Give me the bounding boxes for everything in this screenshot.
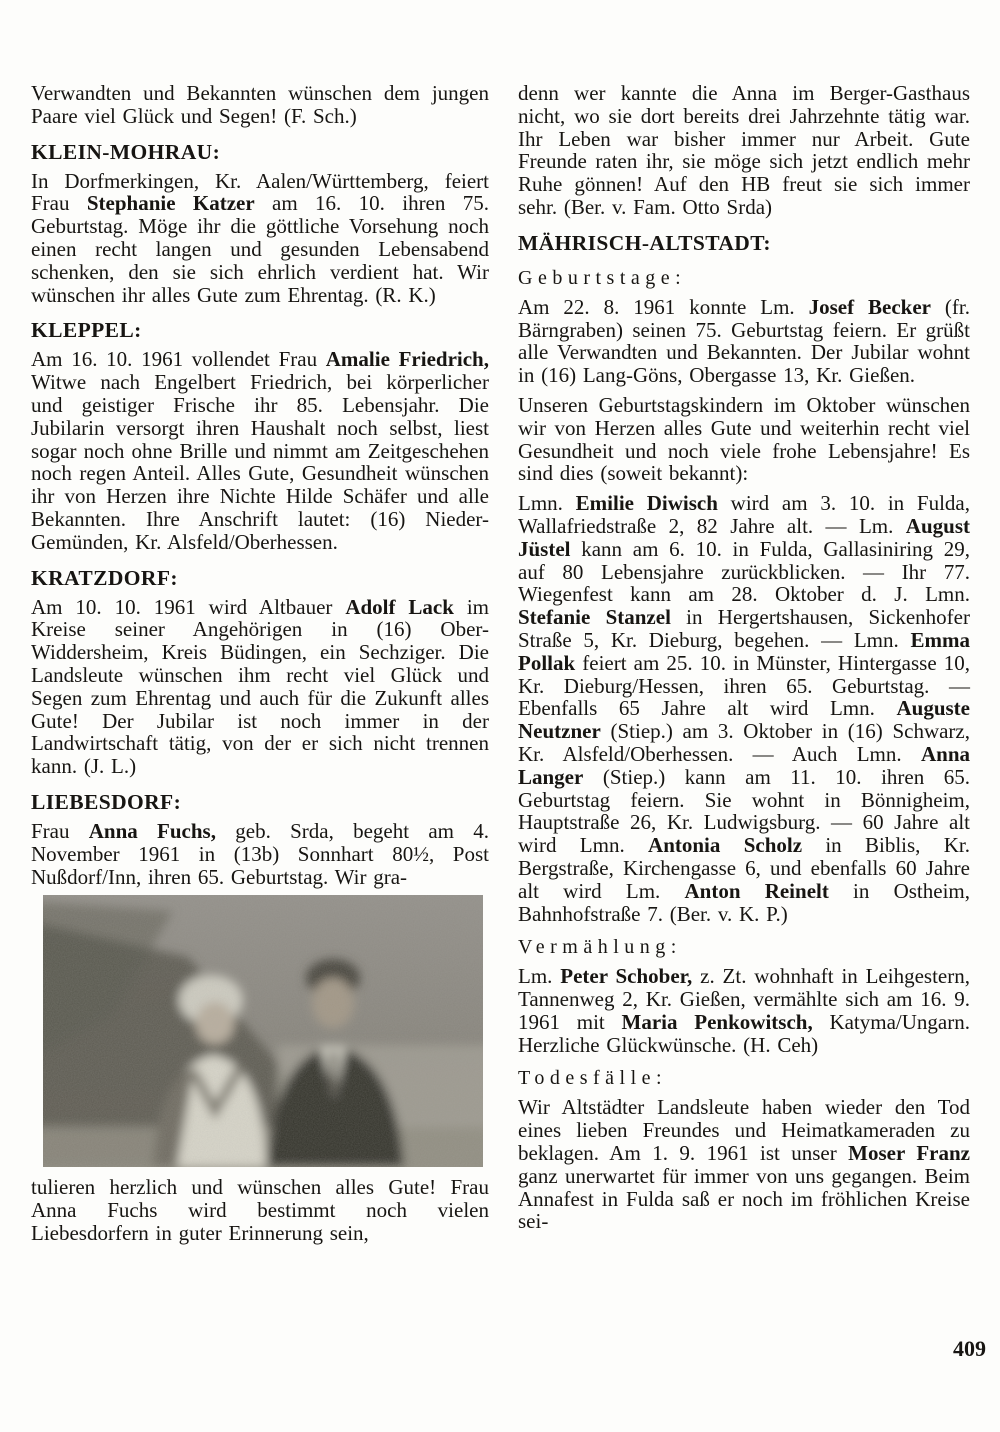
- paragraph: [31, 348, 489, 553]
- person-name: Auguste Neutzner: [518, 696, 970, 744]
- text-run: (fr. Bärngraben) seinen 75. Geburtstag feiern. Er grüßt alle Verwandten und Bekannten. Der Jubilar wohnt in (16) Lang-Göns, Obergasse 13, Kr. Gießen.: [518, 294, 970, 388]
- person-name: Stefanie Stanzel: [518, 605, 671, 630]
- text-run: KRATZDORF:: [31, 565, 178, 590]
- section-heading: [31, 790, 489, 815]
- person-name: Amalie Friedrich,: [325, 347, 489, 372]
- paragraph: [31, 170, 489, 307]
- text-run: kann am 6. 10. in Fulda, Gallasiniring 29, auf 80 Lebensjahre zurückblicken. — Ihr 77. Wiegenfest kann am 28. Oktober d. J. Lmn.: [518, 536, 970, 607]
- text-run: feiert am 25. 10. in Münster, Hintergasse 10, Kr. Dieburg/Hessen, ihren 65. Geburtstag. — Ebenfalls 65 Jahre alt wird Lmn.: [518, 650, 970, 721]
- text-run: Katyma/Ungarn. Herzliche Glückwünsche. (H. Ceh): [518, 1009, 970, 1057]
- text-run: KLEIN-MOHRAU:: [31, 139, 221, 164]
- section-heading: [31, 318, 489, 343]
- paragraph: [518, 82, 970, 219]
- text-run: denn wer kannte die Anna im Berger-Gasthaus nicht, wo sie dort bereits drei Jahrzehnte tätig war. Ihr Leben war bisher immer nur Arbeit. Gute Freunde raten ihr, sie möge sich jetzt endlich mehr Ruhe gönnen! Auf den HB freut sie sich immer sehr. (Ber. v. Fam. Otto Srda): [518, 81, 970, 219]
- person-name: August Jüstel: [518, 513, 970, 561]
- person-name: Josef Becker: [808, 294, 931, 319]
- person-name: Anna Fuchs,: [88, 818, 216, 843]
- paragraph: [518, 492, 970, 925]
- paragraph: [518, 965, 970, 1056]
- text-run: Am 22. 8. 1961 konnte Lm.: [518, 294, 809, 319]
- text-run: Verwandten und Bekannten wünschen dem jungen Paare viel Glück und Segen! (F. Sch.): [31, 81, 489, 128]
- person-name: Emma Pollak: [518, 627, 970, 675]
- text-run: wird am 3. 10. in Fulda, Wallafriedstraße 2, 82 Jahre alt. — Lm.: [518, 491, 970, 538]
- paragraph: [31, 820, 489, 888]
- couple-photo: [43, 895, 483, 1167]
- paragraph: [31, 596, 489, 778]
- paragraph: [518, 394, 970, 485]
- text-run: in Hergertshausen, Sickenhofer Straße 5, Kr. Dieburg, begehen. — Lmn.: [518, 605, 970, 652]
- left-column: [31, 82, 489, 1252]
- subsection-heading: [518, 1067, 970, 1090]
- text-run: im Kreise seiner Angehörigen in (16) Ober-Widdersheim, Kreis Büdingen, ein Sechziger. Die Landsleute wünschen ihm recht viel Glück und Segen zum Ehrentag und auch für die Zukunft alles Gute! Der Jubilar ist noch immer in der Landwirtschaft tätig, von der er sich nicht trennen kann. (J. L.): [31, 594, 490, 779]
- text-run: Wir Altstädter Landsleute haben wieder den Tod eines lieben Freundes und Heimatkameraden zu beklagen. Am 1. 9. 1961 ist unser: [518, 1095, 970, 1166]
- text-run: Witwe nach Engelbert Friedrich, bei körperlicher und geistiger Frische ihr 85. Lebensjahr. Die Jubilarin versorgt ihren Haushalt noch selbst, liest sogar noch ohne Brille und nimmt am Zeitgeschehen noch regen Anteil. Alles Gute, Gesundheit wünschen ihr von Herzen ihre Nichte Hilde Schäfer und alle Bekannten. Ihre Anschrift lautet: (16) Nieder-Gemünden, Kr. Alsfeld/Oberhessen.: [31, 370, 489, 554]
- subsection-heading: [518, 936, 970, 959]
- text-run: Lm.: [518, 964, 561, 989]
- section-heading: [518, 231, 970, 256]
- text-run: geb. Srda, begeht am 4. November 1961 in (13b) Sonnhart 80½, Post Nußdorf/Inn, ihren 65. Geburtstag. Wir gra-: [31, 818, 489, 889]
- text-run: Unseren Geburtstagskindern im Oktober wünschen wir von Herzen alles Gute und weiterhin recht viel Gesundheit und noch viele frohe Lebensjahre! Es sind dies (soweit bekannt):: [518, 392, 970, 486]
- section-heading: [31, 140, 489, 165]
- text-run: Am 10. 10. 1961 wird Altbauer: [31, 594, 346, 619]
- text-run: Geburtstage:: [518, 266, 687, 289]
- paragraph: [518, 1096, 970, 1233]
- text-run: KLEPPEL:: [31, 318, 142, 343]
- paragraph: [31, 1176, 489, 1244]
- text-run: in Biblis, Kr. Bergstraße, Kirchengasse 6, und ebenfalls 60 Jahre alt wird Lm.: [518, 833, 970, 903]
- text-run: in Ostheim, Bahnhofstraße 7. (Ber. v. K. P.): [518, 878, 970, 926]
- text-run: Vermählung:: [518, 936, 682, 959]
- person-name: Peter Schober,: [560, 964, 693, 989]
- paragraph: [518, 296, 970, 387]
- section-heading: [31, 566, 489, 591]
- text-run: Lmn.: [518, 491, 576, 516]
- person-name: Adolf Lack: [345, 594, 454, 619]
- text-run: ganz unerwartet für immer von uns gegangen. Beim Annafest in Fulda saß er noch im fröhlichen Kreise sei-: [518, 1163, 970, 1234]
- text-run: z. Zt. wohnhaft in Leihgestern, Tannenweg 2, Kr. Gießen, vermählte sich am 16. 9. 1961 mit: [518, 964, 970, 1034]
- person-name: Emilie Diwisch: [575, 491, 718, 516]
- person-name: Anna Langer: [518, 741, 970, 789]
- person-name: Stephanie Katzer: [86, 191, 255, 216]
- page-number: 409: [953, 1336, 986, 1361]
- person-name: Anton Reinelt: [684, 878, 829, 903]
- person-name: Moser Franz: [848, 1141, 970, 1166]
- subsection-heading: [518, 267, 970, 290]
- text-run: Frau: [31, 818, 89, 843]
- text-run: tulieren herzlich und wünschen alles Gute! Frau Anna Fuchs wird bestimmt noch vielen Liebesdorfern in guter Erinnerung sein,: [31, 1175, 489, 1245]
- text-run: In Dorfmerkingen, Kr. Aalen/Württemberg, feiert Frau: [31, 168, 489, 216]
- text-run: Am 16. 10. 1961 vollendet Frau: [31, 347, 326, 372]
- text-run: LIEBESDORF:: [31, 789, 182, 814]
- text-run: am 16. 10. ihren 75. Geburtstag. Möge ihr die göttliche Vorsehung noch einen recht langen und gesunden Lebensabend schenken, den sie sich ehrlich verdient hat. Wir wünschen ihr alles Gute zum Ehrentag. (R. K.): [31, 191, 489, 307]
- text-run: (Stiep.) am 3. Oktober in (16) Schwarz, Kr. Alsfeld/Oberhessen. — Auch Lmn.: [518, 719, 970, 766]
- person-name: Antonia Scholz: [648, 833, 803, 858]
- couple-photo-art: [43, 895, 483, 1167]
- person-name: Maria Penkowitsch,: [621, 1009, 813, 1034]
- text-run: (Stiep.) kann am 11. 10. ihren 65. Geburtstag feiern. Sie wohnt in Bönnigheim, Hauptstraße 26, Kr. Ludwigsburg. — 60 Jahre alt wird Lmn.: [518, 764, 970, 858]
- text-run: Todesfälle:: [518, 1067, 668, 1090]
- right-column: [518, 82, 970, 1240]
- text-run: MÄHRISCH-ALTSTADT:: [518, 230, 771, 255]
- paragraph: [31, 82, 489, 128]
